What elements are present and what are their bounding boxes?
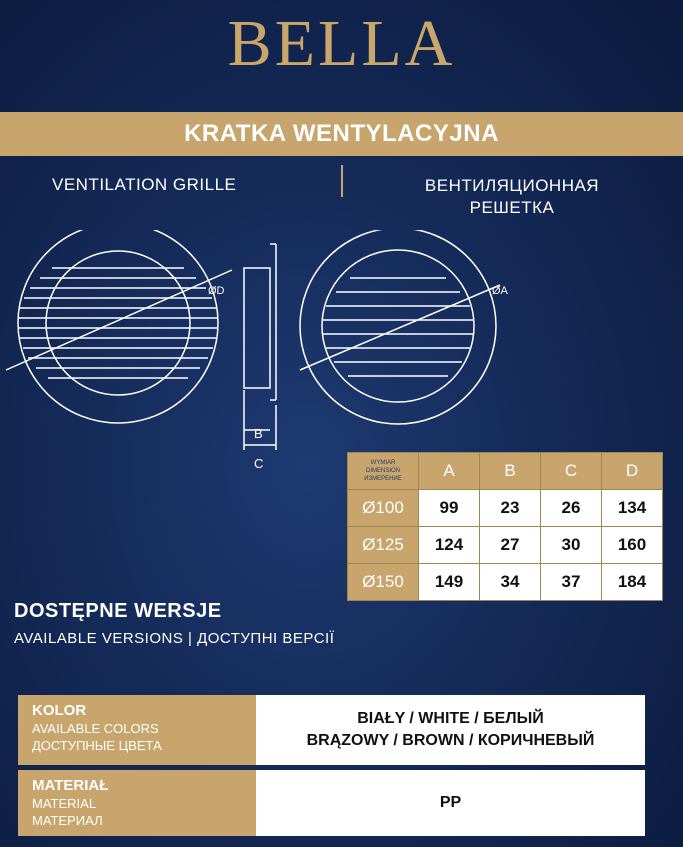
label-a: ØA: [492, 285, 508, 297]
table-cell: 149: [419, 564, 480, 601]
table-cell: 30: [541, 527, 602, 564]
table-cell: 160: [602, 527, 663, 564]
material-label-pl: MATERIAŁ: [32, 777, 109, 794]
subtitle-english: VENTILATION GRILLE: [52, 175, 237, 194]
technical-drawing: [0, 230, 683, 480]
colors-label-pl: KOLOR: [32, 702, 87, 719]
column-header: B: [480, 453, 541, 490]
row-header: Ø100: [348, 490, 419, 527]
table-cell: 37: [541, 564, 602, 601]
column-header: D: [602, 453, 663, 490]
material-value: PP: [256, 770, 645, 836]
colors-label-ru: ДОСТУПНЫЕ ЦВЕТА: [32, 738, 162, 753]
table-row: [348, 564, 663, 601]
versions-subtitle: AVAILABLE VERSIONS | ДОСТУПНІ ВЕРСІЇ: [14, 630, 335, 647]
table-cell: 99: [419, 490, 480, 527]
versions-title: DOSTĘPNE WERSJE: [14, 600, 222, 622]
table-cell: 27: [480, 527, 541, 564]
table-cell: 23: [480, 490, 541, 527]
colors-label-en: AVAILABLE COLORS: [32, 721, 159, 736]
material-label-en: MATERIAL: [32, 796, 97, 811]
dimensions-table: [347, 452, 663, 601]
product-heading: KRATKA WENTYLACYJNA: [184, 120, 499, 147]
row-header: Ø125: [348, 527, 419, 564]
material-label: [18, 770, 256, 836]
label-b: B: [254, 426, 263, 441]
column-header: C: [541, 453, 602, 490]
row-header: Ø150: [348, 564, 419, 601]
back-view-grille: [300, 230, 500, 424]
table-cell: 34: [480, 564, 541, 601]
colors-spec-row: [18, 695, 645, 765]
material-label-ru: МАТЕРИАЛ: [32, 813, 103, 828]
color-white: BIAŁY / WHITE / БЕЛЫЙ: [357, 710, 544, 727]
table-row: [348, 490, 663, 527]
table-cell: 134: [602, 490, 663, 527]
table-corner-header: WYMIAR DIMENSION ИЗМЕРЕНИЕ: [348, 453, 419, 490]
color-brown: BRĄZOWY / BROWN / КОРИЧНЕВЫЙ: [306, 732, 595, 749]
table-cell: 184: [602, 564, 663, 601]
column-header: A: [419, 453, 480, 490]
table-cell: 124: [419, 527, 480, 564]
table-cell: 26: [541, 490, 602, 527]
side-view: [244, 244, 276, 450]
subtitle-divider: [341, 165, 343, 197]
label-d: ØD: [208, 285, 225, 297]
label-c: C: [254, 456, 264, 471]
colors-value: [256, 695, 645, 765]
front-view-grille: [6, 230, 232, 423]
colors-label: [18, 695, 256, 765]
table-row: [348, 527, 663, 564]
heading-bar: [0, 112, 683, 156]
subtitle-russian: ВЕНТИЛЯЦИОННАЯ РЕШЕТКА: [424, 176, 600, 217]
material-spec-row: [18, 770, 645, 836]
brand-logo: BELLA: [227, 7, 456, 80]
